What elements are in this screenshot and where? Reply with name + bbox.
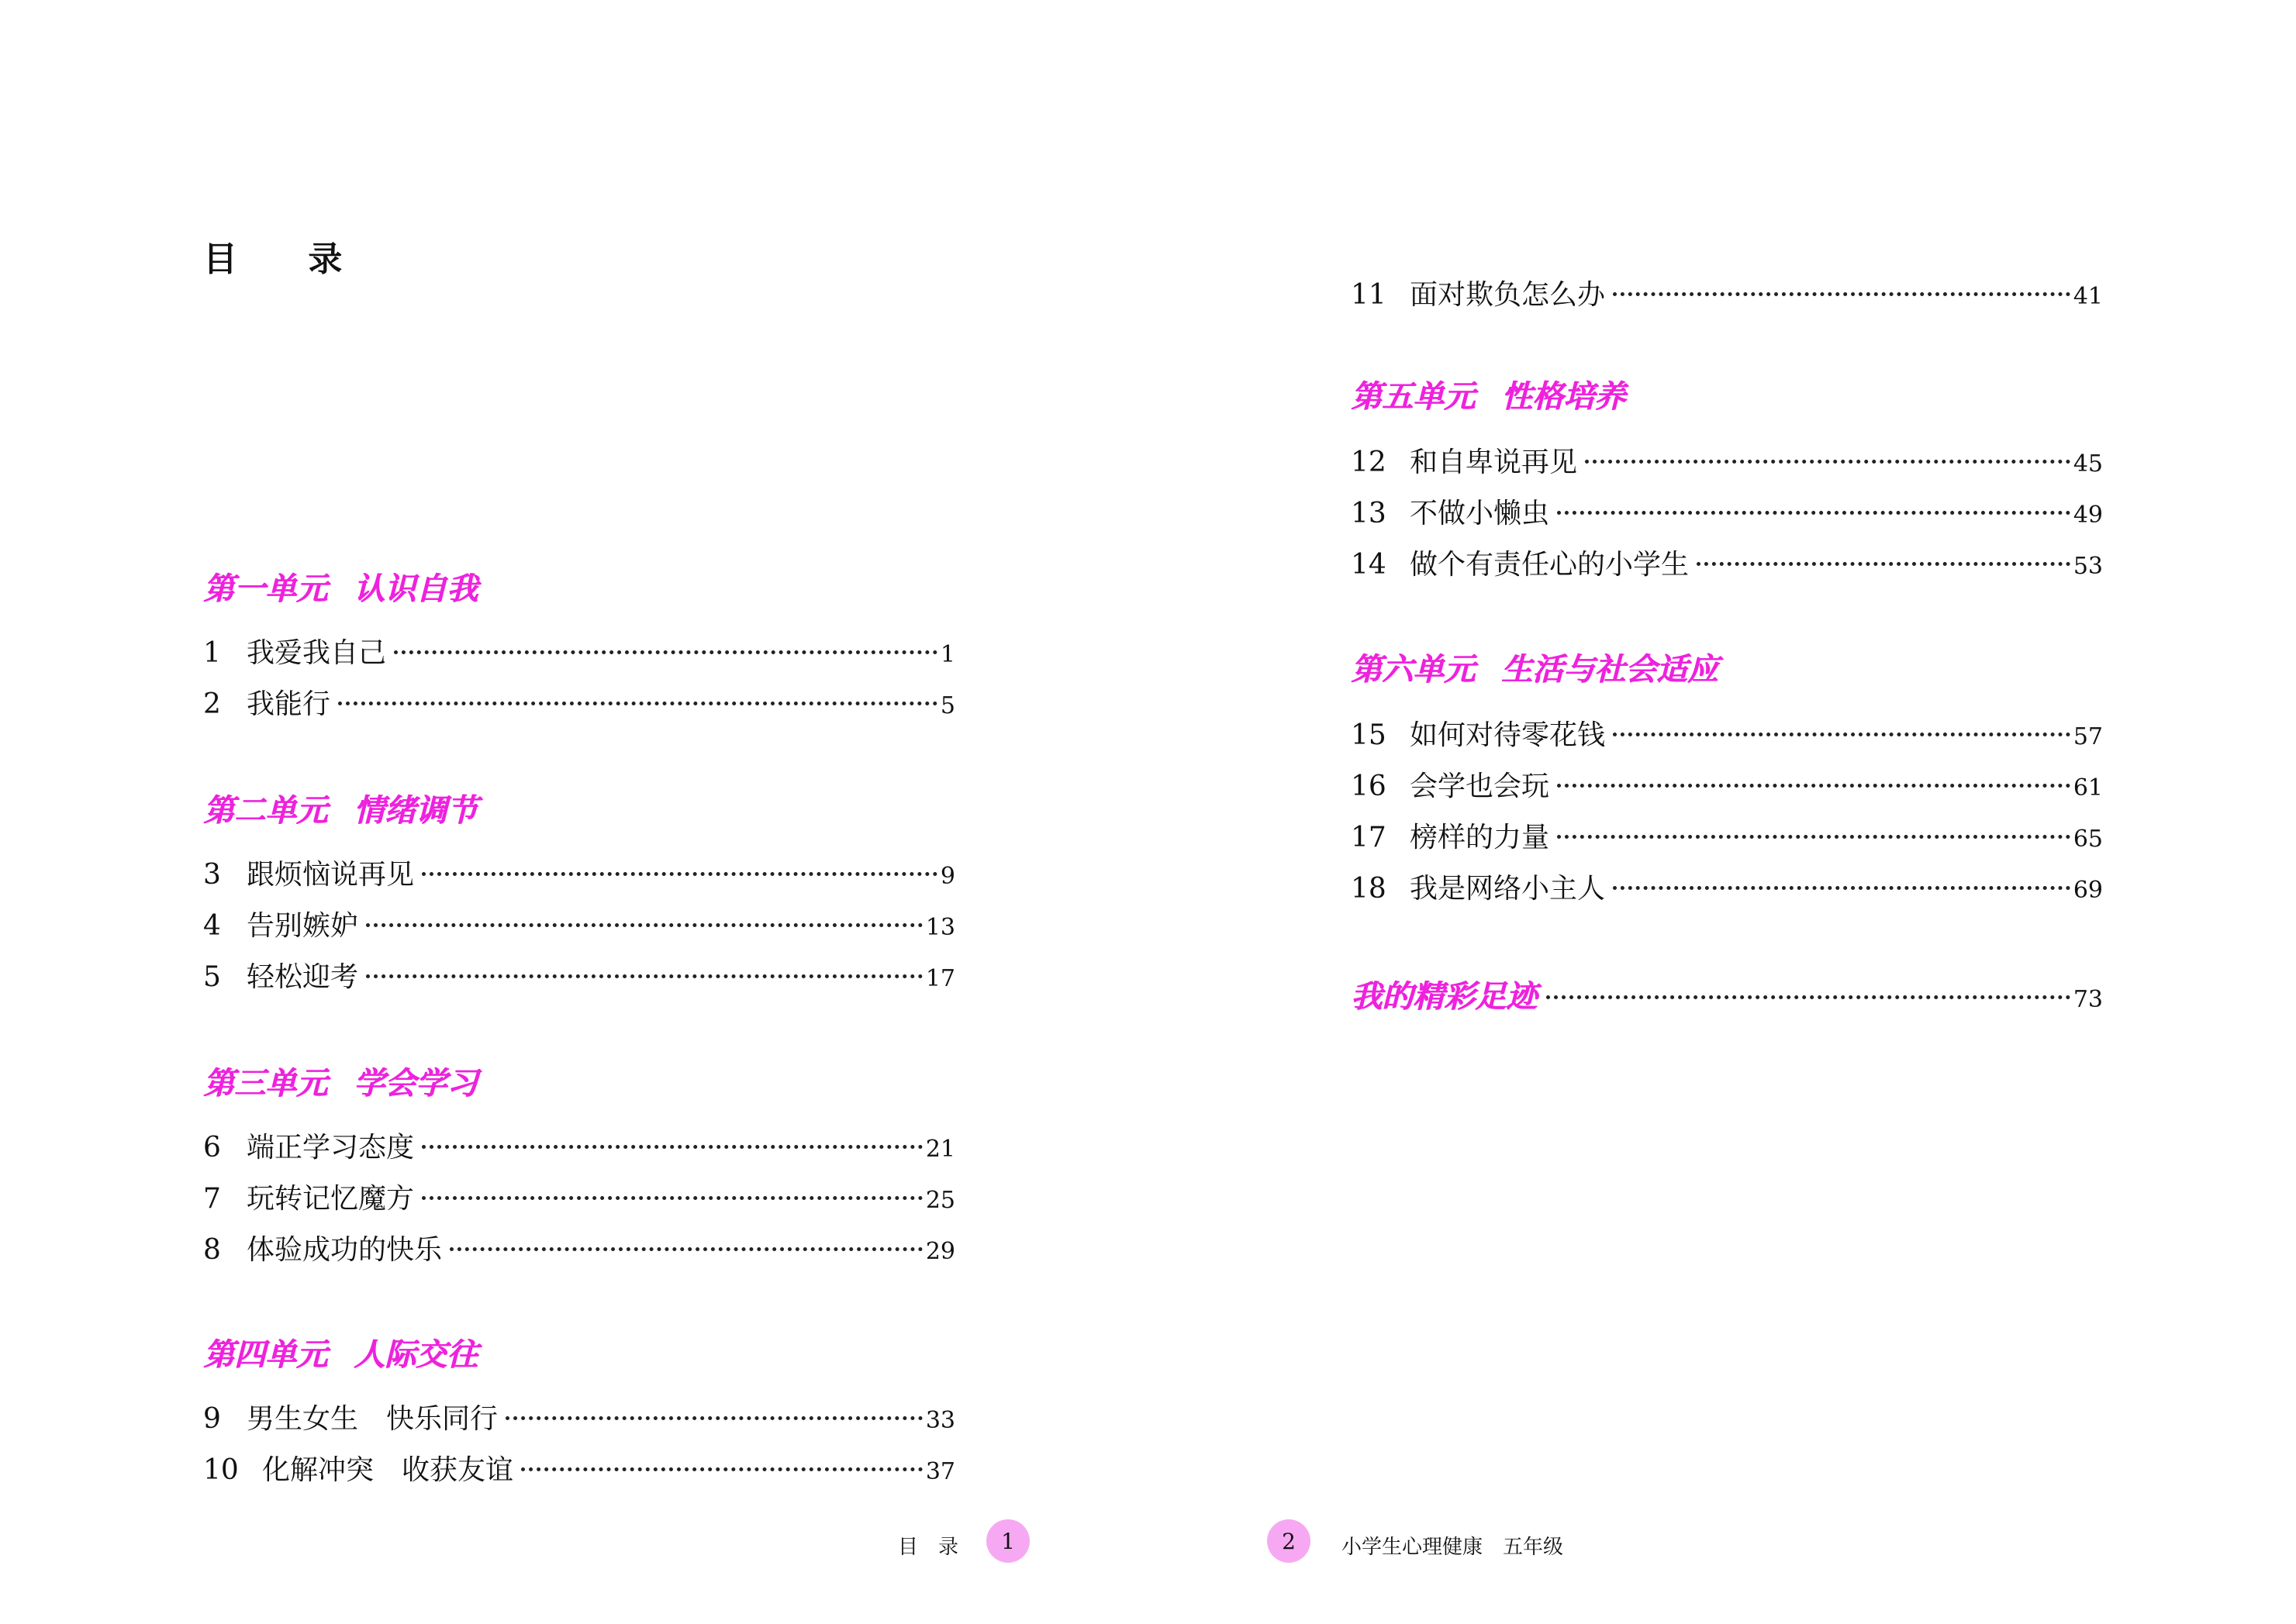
lesson-title: 做个有责任心的小学生 [1410,549,1690,581]
unit-heading-3 [203,1059,478,1103]
toc-entry-15[interactable] [1351,713,2103,749]
page-number: 45 [2073,450,2103,478]
toc-entry-7[interactable] [203,1177,955,1215]
page-number: 9 [940,863,955,890]
lesson-title: 我是网络小主人 [1410,873,1606,905]
lesson-number: 2 [203,688,221,720]
lesson-title: 我能行 [247,688,331,720]
footer-left-label: 目 录 [898,1536,959,1559]
lesson-number: 3 [203,859,221,891]
footer-right-page: 2 [1282,1528,1296,1554]
lesson-title: 跟烦恼说再见 [247,859,415,891]
lesson-title: 轻松迎考 [247,961,359,993]
dot-leader [450,1247,923,1251]
dot-leader [1557,784,2070,788]
dot-leader [521,1467,923,1471]
dot-leader [1585,460,2070,464]
dot-leader [1613,886,2070,890]
page-number: 61 [2073,774,2103,802]
unit-label: 第五单元 [1351,379,1475,415]
page-number: 65 [2073,826,2103,853]
dot-leader [422,1145,923,1149]
dot-leader [422,1196,923,1200]
unit-label: 第三单元 [203,1066,327,1102]
lesson-number: 9 [203,1403,221,1435]
lesson-number: 10 [203,1454,239,1486]
toc-entry-11[interactable] [1351,273,2103,309]
lesson-number: 6 [203,1132,221,1164]
toc-entry-final[interactable] [1351,972,2103,1015]
toc-entry-1[interactable] [203,631,955,667]
toc-entry-13[interactable] [1351,491,2103,527]
dot-leader [394,650,937,654]
unit-heading-5 [1351,372,1625,416]
lesson-title: 体验成功的快乐 [247,1234,443,1266]
unit-theme: 人际交往 [354,1337,478,1373]
lesson-title: 会学也会玩 [1410,771,1550,802]
final-section-title: 我的精彩足迹 [1351,979,1537,1015]
unit-theme: 生活与社会适应 [1501,652,1718,688]
toc-entry-12[interactable] [1351,440,2103,476]
page-title: 目 录 [203,240,372,279]
footer-right-page-badge [1267,1519,1310,1563]
unit-heading-2 [203,786,478,830]
dot-leader [422,872,937,876]
lesson-number: 18 [1351,873,1386,905]
unit-label: 第一单元 [203,571,327,607]
dot-leader [1546,995,2070,999]
dot-leader [366,923,923,927]
dot-leader [1613,292,2070,296]
unit-theme: 学会学习 [354,1066,478,1102]
toc-entry-2[interactable] [203,682,955,718]
unit-label: 第六单元 [1351,652,1475,688]
lesson-title: 我爱我自己 [247,637,387,669]
page-number: 1 [940,641,955,668]
lesson-title: 不做小懒虫 [1410,498,1550,529]
page-number: 73 [2073,986,2103,1013]
page-number: 57 [2073,723,2103,750]
unit-label: 第四单元 [203,1337,327,1373]
lesson-number: 15 [1351,719,1386,751]
toc-entry-17[interactable] [1351,815,2103,851]
toc-entry-18[interactable] [1351,867,2103,905]
lesson-title: 化解冲突 收获友谊 [262,1454,514,1486]
page-number: 29 [925,1238,955,1265]
page-number: 25 [925,1187,955,1214]
dot-leader [338,702,937,705]
lesson-number: 14 [1351,549,1386,581]
toc-entry-6[interactable] [203,1126,955,1164]
dot-leader [1697,562,2070,566]
lesson-number: 1 [203,637,221,669]
unit-heading-1 [203,564,478,609]
page-number: 33 [925,1407,955,1434]
footer-left-page-badge [986,1519,1030,1563]
toc-entry-5[interactable] [203,955,955,991]
unit-heading-4 [203,1330,478,1374]
lesson-title: 如何对待零花钱 [1410,719,1606,751]
unit-theme: 情绪调节 [354,793,478,829]
page-number: 53 [2073,553,2103,580]
unit-theme: 认识自我 [354,571,478,607]
toc-entry-4[interactable] [203,904,955,940]
lesson-title: 面对欺负怎么办 [1410,279,1606,311]
dot-leader [1613,733,2070,736]
dot-leader [1557,511,2070,515]
page-number: 13 [925,914,955,941]
toc-entry-14[interactable] [1351,543,2103,581]
unit-label: 第二单元 [203,793,327,829]
lesson-number: 16 [1351,771,1386,802]
lesson-number: 17 [1351,822,1386,853]
toc-entry-16[interactable] [1351,764,2103,800]
lesson-number: 8 [203,1234,221,1266]
page-number: 69 [2073,877,2103,904]
dot-leader [1557,835,2070,839]
lesson-number: 7 [203,1183,221,1215]
page-number: 5 [940,692,955,719]
dot-leader [366,974,923,978]
unit-theme: 性格培养 [1501,379,1625,415]
lesson-title: 玩转记忆魔方 [247,1183,415,1215]
lesson-title: 端正学习态度 [247,1132,415,1164]
footer-left-page: 1 [1001,1528,1015,1554]
footer-right-label: 小学生心理健康 五年级 [1341,1536,1564,1559]
page-number: 49 [2073,502,2103,529]
toc-entry-10[interactable] [203,1448,955,1484]
page-number: 17 [925,965,955,992]
lesson-title: 和自卑说再见 [1410,447,1578,478]
lesson-title: 男生女生 快乐同行 [247,1403,499,1435]
lesson-number: 5 [203,961,221,993]
page-number: 21 [925,1136,955,1163]
dot-leader [506,1416,923,1420]
toc-entry-3[interactable] [203,853,955,891]
page-number: 37 [925,1458,955,1485]
lesson-number: 4 [203,910,221,942]
lesson-number: 11 [1351,279,1386,311]
lesson-number: 13 [1351,498,1386,529]
toc-entry-9[interactable] [203,1397,955,1433]
lesson-title: 榜样的力量 [1410,822,1550,853]
lesson-title: 告别嫉妒 [247,910,359,942]
toc-entry-8[interactable] [203,1228,955,1264]
lesson-number: 12 [1351,447,1386,478]
unit-heading-6 [1351,645,1718,689]
page-number: 41 [2073,283,2103,310]
